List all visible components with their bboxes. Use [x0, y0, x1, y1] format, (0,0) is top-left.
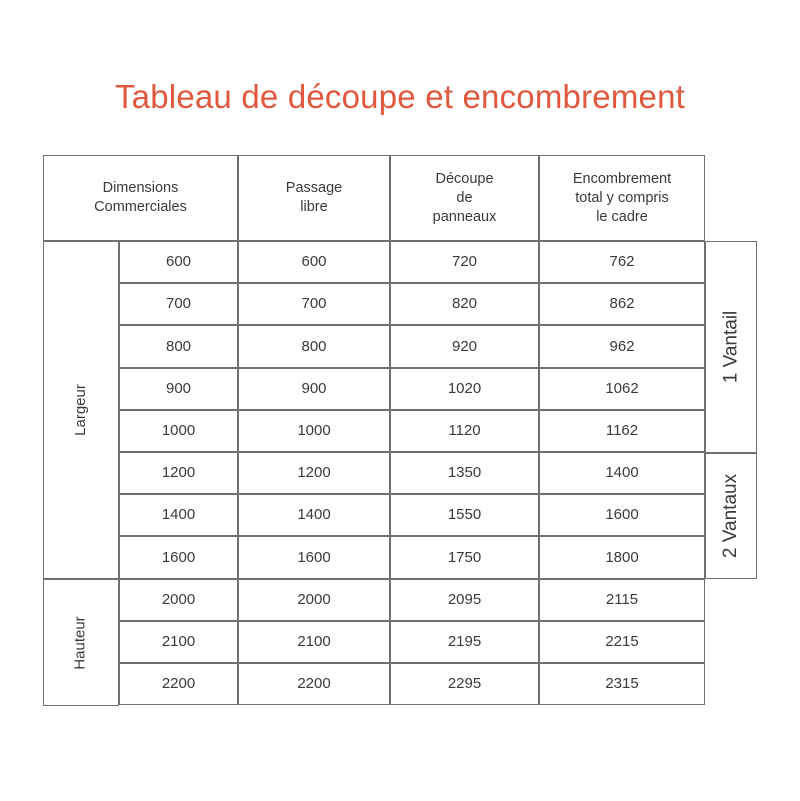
group-largeur-label: Largeur [71, 384, 89, 436]
cell-passage-value: 900 [301, 380, 327, 397]
header-decoupe [390, 155, 539, 241]
group-hauteur [43, 579, 119, 706]
cell-passage [238, 410, 390, 452]
group-1-vantail [705, 241, 757, 453]
cell-passage [238, 494, 390, 536]
header-decoupe-line: de [456, 189, 473, 206]
cell-dimension-value: 1000 [161, 422, 196, 439]
cell-decoupe [390, 494, 539, 536]
cell-dimension-value: 2200 [161, 675, 196, 692]
cell-passage-value: 2000 [297, 591, 331, 608]
cell-encombrement [539, 494, 705, 536]
cell-decoupe [390, 368, 539, 410]
cell-passage [238, 663, 390, 705]
cell-dimension-value: 1400 [161, 506, 196, 523]
cell-encombrement [539, 663, 705, 705]
cell-passage [238, 536, 390, 579]
cell-encombrement-value: 1162 [605, 422, 639, 439]
cell-dimension [119, 579, 238, 621]
cell-dimension-value: 2100 [161, 633, 196, 650]
header-decoupe-line: panneaux [432, 208, 497, 225]
cell-dimension-value: 800 [165, 337, 192, 355]
cell-passage [238, 283, 390, 325]
cell-dimension-value: 1600 [161, 548, 196, 566]
cell-passage-value: 2100 [297, 633, 331, 650]
cell-decoupe-value: 2095 [447, 591, 482, 608]
cell-decoupe-value: 1020 [447, 380, 482, 397]
cell-encombrement-value: 1400 [605, 464, 639, 481]
header-decoupe-line: Découpe [435, 170, 494, 187]
header-passage [238, 155, 390, 241]
cell-passage-value: 1400 [297, 506, 331, 523]
cell-decoupe [390, 536, 539, 579]
cell-dimension [119, 410, 238, 452]
cell-decoupe [390, 325, 539, 368]
cell-decoupe [390, 621, 539, 663]
cell-dimension [119, 368, 238, 410]
header-passage-line: Passage [285, 180, 343, 196]
cell-decoupe [390, 283, 539, 325]
cell-dimension-value: 2000 [161, 591, 196, 608]
cell-encombrement-value: 762 [609, 253, 635, 270]
cell-encombrement-value: 962 [609, 337, 635, 355]
header-encombrement-line: total y compris [575, 189, 669, 206]
cell-encombrement-value: 2215 [605, 633, 639, 650]
cell-decoupe [390, 241, 539, 283]
cell-passage-value: 2200 [297, 675, 331, 692]
header-encombrement [539, 155, 705, 241]
group-largeur [43, 241, 119, 579]
header-dimensions-line: Dimensions [102, 180, 179, 196]
cell-decoupe-value: 1120 [448, 422, 481, 439]
cell-passage [238, 368, 390, 410]
cell-encombrement [539, 410, 705, 452]
cell-encombrement-value: 1800 [605, 548, 639, 566]
cell-passage [238, 621, 390, 663]
cell-encombrement [539, 621, 705, 663]
cell-decoupe [390, 579, 539, 621]
cell-passage-value: 1200 [297, 464, 331, 481]
group-2-vantaux-label: 2 Vantaux [720, 473, 741, 559]
cell-encombrement [539, 536, 705, 579]
group-1-vantail-label: 1 Vantail [720, 310, 741, 384]
cell-encombrement-value: 862 [609, 295, 635, 312]
cell-dimension [119, 536, 238, 579]
cell-encombrement-value: 1600 [605, 506, 639, 523]
cell-decoupe-value: 720 [451, 253, 478, 270]
cell-dimension [119, 494, 238, 536]
cell-passage [238, 325, 390, 368]
cell-decoupe-value: 920 [451, 337, 478, 355]
cell-passage-value: 600 [301, 253, 327, 270]
cell-dimension-value: 600 [165, 253, 192, 270]
cell-decoupe [390, 452, 539, 494]
cell-decoupe-value: 2195 [447, 633, 482, 650]
cell-dimension [119, 283, 238, 325]
cell-encombrement [539, 579, 705, 621]
cell-decoupe-value: 2295 [447, 675, 482, 692]
header-encombrement-line: Encombrement [572, 170, 672, 187]
cell-passage [238, 579, 390, 621]
cell-encombrement [539, 452, 705, 494]
cell-decoupe-value: 1350 [447, 464, 482, 481]
cell-passage-value: 1600 [297, 548, 331, 566]
cell-passage-value: 700 [301, 295, 327, 312]
cell-encombrement [539, 283, 705, 325]
cell-dimension [119, 241, 238, 283]
header-dimensions [43, 155, 238, 241]
page-title: Tableau de découpe et encombrement [114, 78, 686, 115]
cell-encombrement [539, 325, 705, 368]
cell-dimension [119, 621, 238, 663]
cell-dimension [119, 452, 238, 494]
cell-dimension [119, 325, 238, 368]
cell-decoupe [390, 410, 539, 452]
cell-passage [238, 241, 390, 283]
group-hauteur-label: Hauteur [72, 615, 89, 670]
cell-passage [238, 452, 390, 494]
cell-encombrement-value: 2315 [605, 675, 639, 692]
header-passage-line: libre [300, 199, 328, 215]
header-dimensions-line: Commerciales [94, 199, 187, 215]
cell-decoupe-value: 1550 [447, 506, 482, 523]
cell-encombrement [539, 241, 705, 283]
cell-decoupe [390, 663, 539, 705]
cell-dimension-value: 1200 [161, 464, 196, 481]
group-2-vantaux [705, 453, 757, 579]
cell-dimension-value: 700 [165, 295, 192, 312]
cell-dimension-value: 900 [165, 380, 192, 397]
cell-encombrement-value: 2115 [605, 591, 639, 608]
header-encombrement-line: le cadre [596, 208, 648, 225]
cell-decoupe-value: 820 [451, 295, 478, 312]
cell-decoupe-value: 1750 [447, 548, 482, 566]
cell-passage-value: 1000 [297, 422, 331, 439]
cell-passage-value: 800 [301, 337, 327, 355]
cell-encombrement-value: 1062 [605, 380, 639, 397]
cell-dimension [119, 663, 238, 705]
cell-encombrement [539, 368, 705, 410]
